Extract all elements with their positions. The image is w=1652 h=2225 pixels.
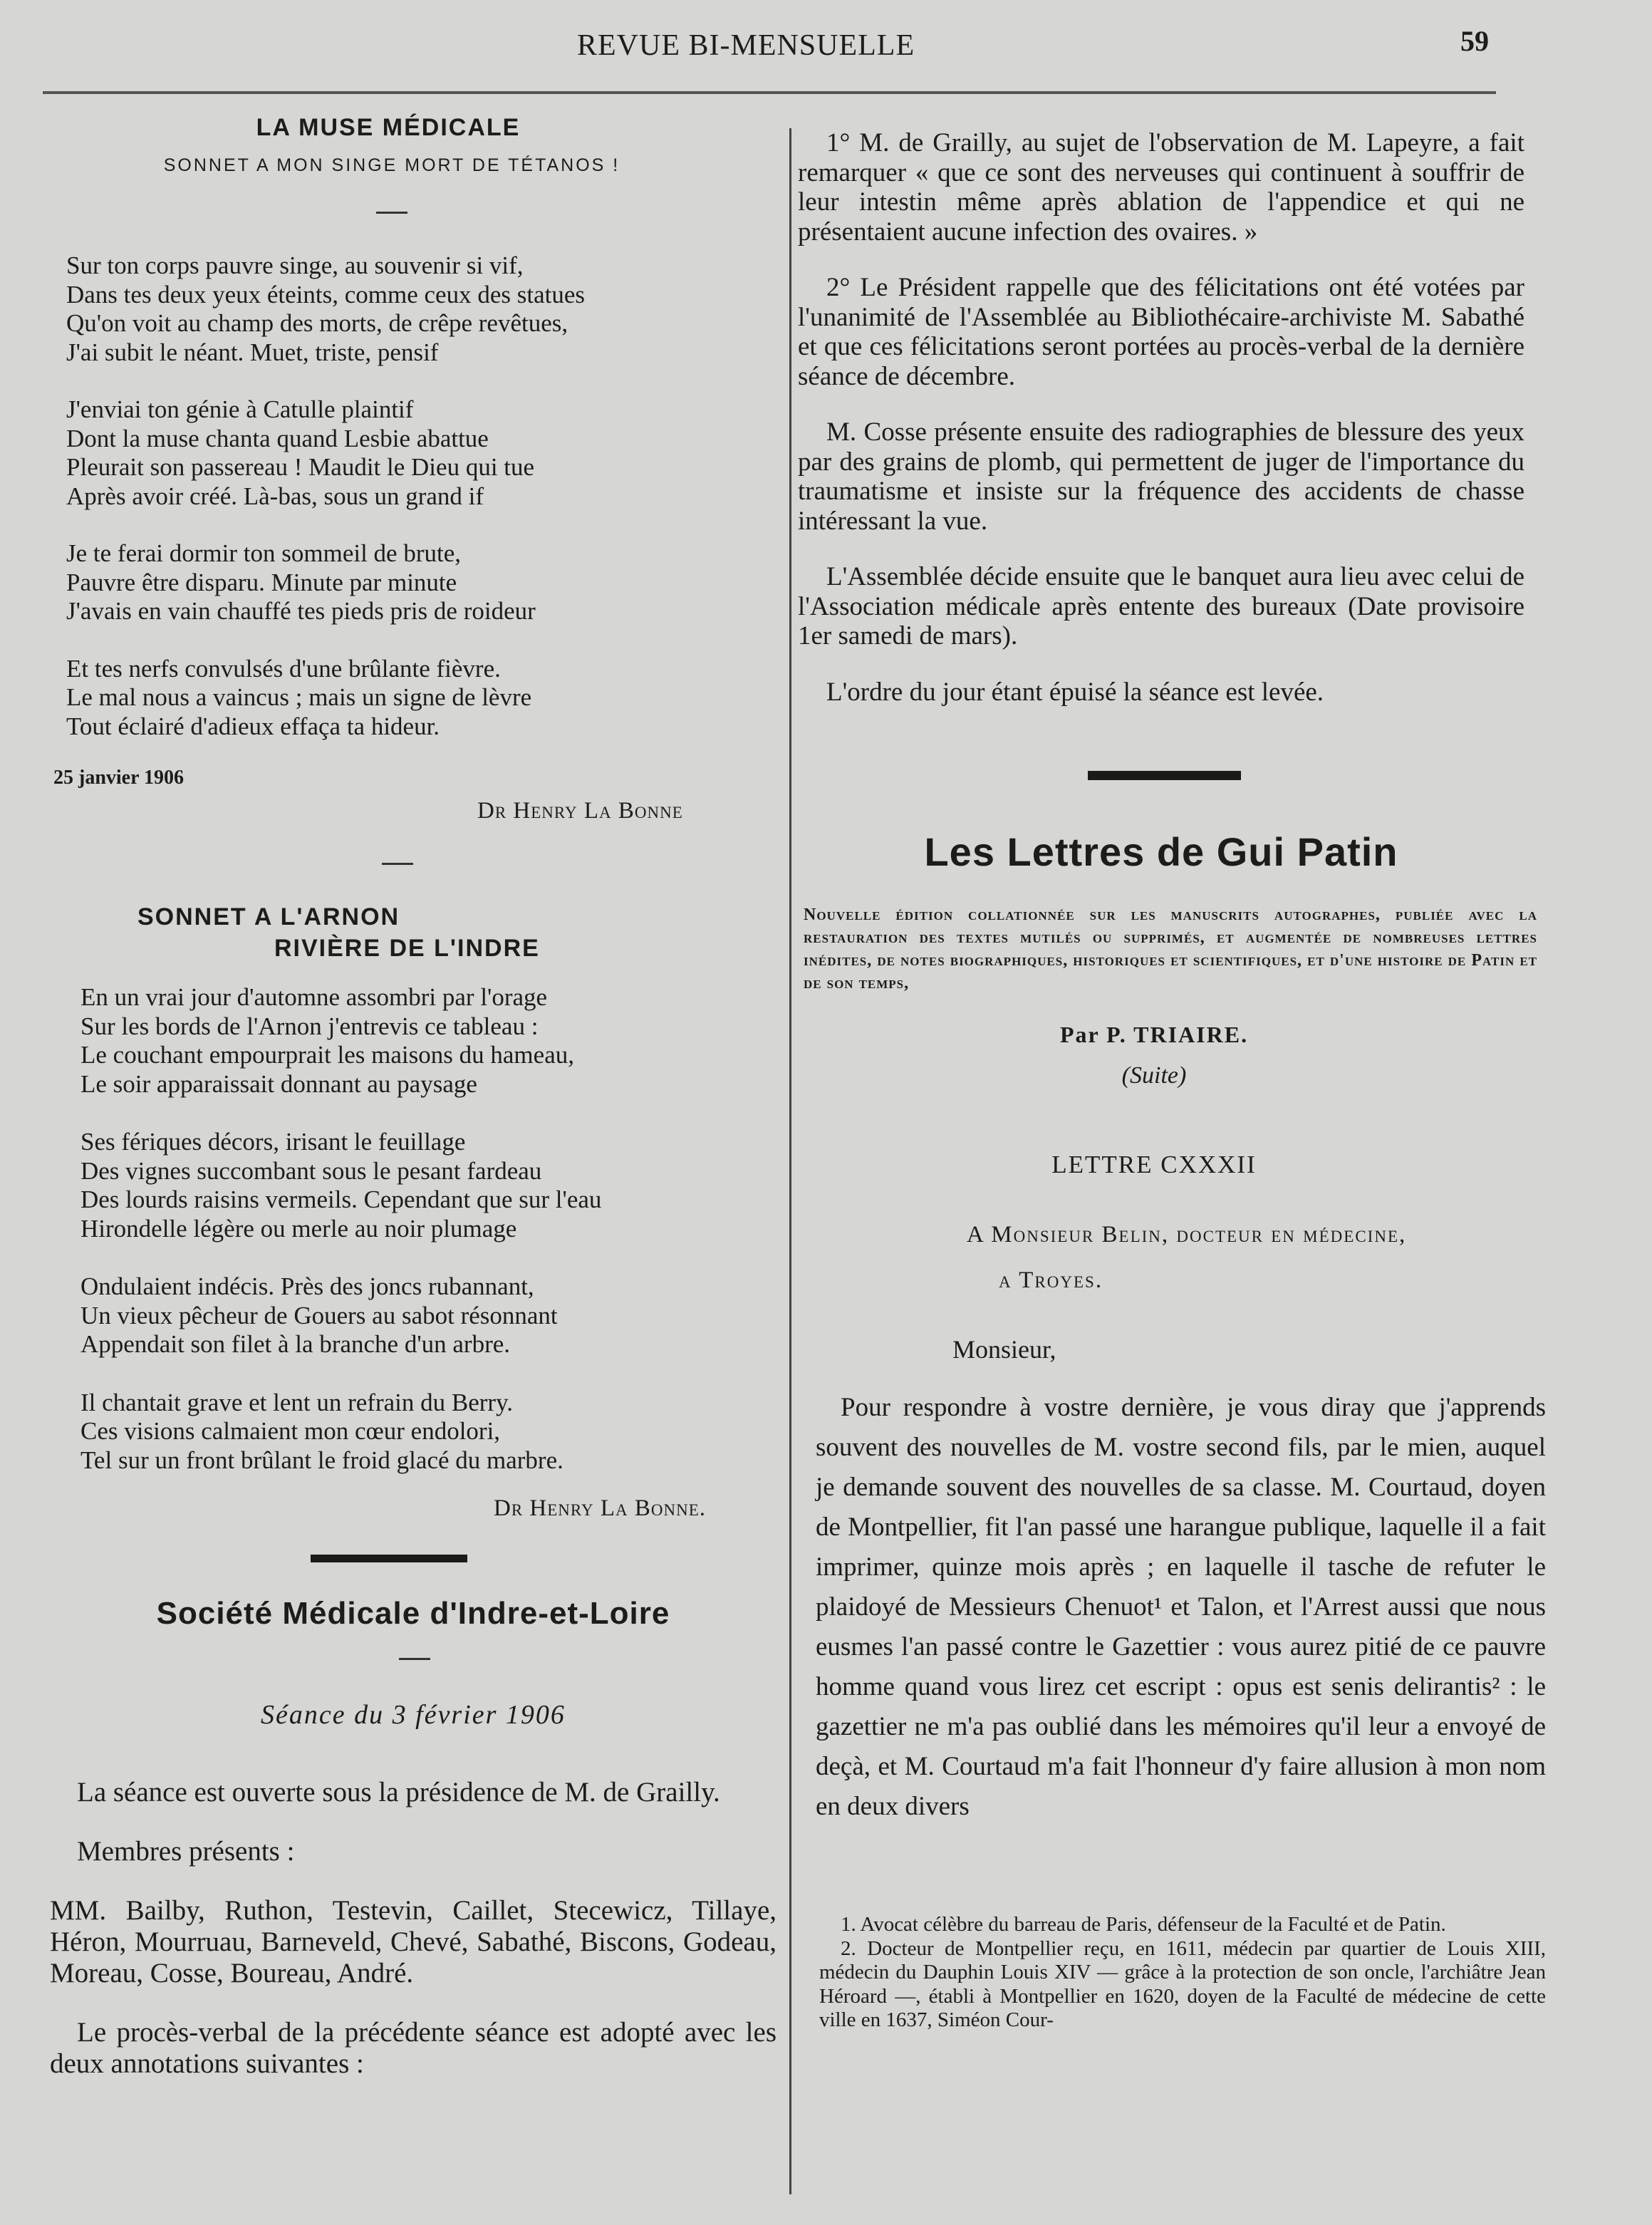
poem-line: Des vignes succombant sous le pesant fardeau — [80, 1156, 542, 1185]
letter-body — [816, 1388, 1546, 1827]
paragraph: L'Assemblée décide ensuite que le banquet aura lieu avec celui de l'Association médicale après entente des bureaux (Date provisoire 1er samedi de mars). — [798, 562, 1524, 650]
poem-line: J'enviai ton génie à Catulle plaintif — [66, 395, 414, 423]
page-number: 59 — [1460, 25, 1489, 57]
poem-line: Un vieux pêcheur de Gouers au sabot résonnant — [80, 1301, 558, 1329]
poem-line: Le soir apparaissait donnant au paysage — [80, 1069, 477, 1098]
patin-title: Les Lettres de Gui Patin — [924, 829, 1398, 874]
poem-spacer — [80, 1359, 786, 1389]
societe-text — [50, 1749, 776, 2107]
societe-title: Société Médicale d'Indre-et-Loire — [156, 1596, 670, 1631]
poem-line: Appendait son filet à la branche d'un arbre. — [80, 1330, 511, 1358]
poem-spacer — [80, 1243, 786, 1272]
footnotes — [819, 1913, 1546, 2033]
arnon-title-line2: RIVIÈRE DE L'INDRE — [274, 935, 540, 962]
section-rule — [311, 1555, 467, 1562]
poem-line: Ses fériques décors, irisant le feuillage — [80, 1128, 466, 1156]
poem-line: Le mal nous a vaincus ; mais un signe de lèvre — [66, 683, 532, 711]
column-divider — [789, 128, 791, 2194]
paragraph: Membres présents : — [77, 1836, 295, 1867]
poem-line: Pauvre être disparu. Minute par minute — [66, 568, 457, 596]
paragraph: M. Cosse présente ensuite des radiographies de blessure des yeux par des grains de plomb, qui permettent de juger de l'importance du traumatisme et insiste sur la fréquence des accidents de chasse intéressant la vue. — [798, 417, 1524, 536]
seance-date: Séance du 3 février 1906 — [261, 1700, 566, 1730]
poem-date: 25 janvier 1906 — [53, 767, 185, 789]
footnote: 2. Docteur de Montpellier reçu, en 1611, médecin par quartier de Louis XIII, médecin du Dauphin Louis XIV — grâce à la protection de son oncle, l'archiâtre Jean Héroard —, établi à Montpellier en 1620, doyen de la Faculté de médecine de cette ville en 1637, Siméon Cour- — [819, 1936, 1546, 2031]
poem-spacer — [66, 626, 779, 655]
separator-dash — [382, 863, 413, 865]
paragraph: 2° Le Président rappelle que des félicitations ont été votées par l'unanimité de l'Assemblée au Bibliothécaire-archiviste M. Sabathé et que ces félicitations seront portées au procès-verbal de la dernière séance de décembre. — [798, 273, 1524, 391]
muse-title: LA MUSE MÉDICALE — [256, 114, 521, 141]
poem-line: Je te ferai dormir ton sommeil de brute, — [66, 539, 462, 567]
poem-line: Dont la muse chanta quand Lesbie abattue — [66, 424, 489, 452]
poem-line: Ces visions calmaient mon cœur endolori, — [80, 1417, 501, 1445]
section-rule — [1088, 771, 1241, 780]
poem-signature: Dr Henry La Bonne — [477, 798, 683, 824]
muse-subtitle: SONNET A MON SINGE MORT DE TÉTANOS ! — [163, 155, 620, 175]
separator-dash — [399, 1658, 430, 1660]
letter-salutation: Monsieur, — [952, 1335, 1056, 1364]
poem-line: Dans tes deux yeux éteints, comme ceux des statues — [66, 280, 585, 308]
letter-addressee: A Monsieur Belin, docteur en médecine, — [967, 1222, 1407, 1248]
poem-spacer — [66, 511, 779, 539]
paragraph: Le procès-verbal de la précédente séance est adopté avec les deux annotations suivantes : — [50, 2017, 776, 2079]
paragraph: La séance est ouverte sous la présidence de M. de Grailly. — [77, 1777, 720, 1808]
poem-line: Tout éclairé d'adieux effaça ta hideur. — [66, 712, 440, 740]
poem-line: Sur les bords de l'Arnon j'entrevis ce tableau : — [80, 1012, 539, 1040]
poem-line: Pleurait son passereau ! Maudit le Dieu qui tue — [66, 453, 535, 481]
poem-line: Tel sur un front brûlant le froid glacé du marbre. — [80, 1446, 563, 1474]
poem-line: J'ai subit le néant. Muet, triste, pensif — [66, 338, 439, 366]
minutes-text — [798, 102, 1524, 733]
header-rule — [43, 91, 1496, 94]
arnon-poem — [80, 983, 786, 1475]
poem-spacer — [66, 367, 779, 395]
patin-description: Nouvelle édition collationnée sur les manuscrits autographes, publiée avec la restauration des textes mutilés ou supprimés, et augmentée de nombreuses lettres inédites, de notes biographiques, historiques et scientifiques, et d'une histoire de Patin et de son temps, — [804, 906, 1537, 992]
separator-dash — [376, 212, 407, 214]
poem-spacer — [80, 1099, 786, 1128]
muse-poem — [66, 251, 779, 741]
members-list: MM. Bailby, Ruthon, Testevin, Caillet, Stecewicz, Tillaye, Héron, Mourruau, Barneveld, Chevé, Sabathé, Biscons, Godeau, Moreau, Cosse, Boureau, André. — [50, 1895, 776, 1988]
poem-line: Des lourds raisins vermeils. Cependant que sur l'eau — [80, 1186, 602, 1213]
poem-line: Après avoir créé. Là-bas, sous un grand if — [66, 482, 484, 510]
arnon-title-line1: SONNET A L'ARNON — [137, 903, 400, 930]
letter-number: LETTRE CXXXII — [1051, 1151, 1257, 1178]
paragraph: 1° M. de Grailly, au sujet de l'observation de M. Lapeyre, a fait remarquer « que ce sont des nerveuses qui continuent à souffrir de leur intestin même après ablation de l'appendice et qui ne présentaient aucune infection des ovaires. » — [798, 128, 1524, 247]
poem-line: Hirondelle légère ou merle au noir plumage — [80, 1214, 517, 1243]
poem-line: Il chantait grave et lent un refrain du Berry. — [80, 1388, 514, 1416]
patin-author: Par P. TRIAIRE. — [1059, 1022, 1249, 1047]
poem-line: Ondulaient indécis. Près des joncs rubannant, — [80, 1272, 534, 1300]
poem-line: Et tes nerfs convulsés d'une brûlante fièvre. — [66, 654, 501, 683]
patin-suite: (Suite) — [1121, 1062, 1187, 1089]
running-title: REVUE BI-MENSUELLE — [577, 29, 915, 62]
paragraph: L'ordre du jour étant épuisé la séance est levée. — [826, 677, 1324, 707]
poem-line: Sur ton corps pauvre singe, au souvenir si vif, — [66, 251, 524, 279]
poem-signature: Dr Henry La Bonne. — [494, 1495, 707, 1521]
poem-line: Le couchant empourprait les maisons du hameau, — [80, 1041, 574, 1069]
poem-line: Qu'on voit au champ des morts, de crêpe revêtues, — [66, 309, 568, 337]
letter-addressee: a Troyes. — [999, 1267, 1103, 1293]
paragraph: Pour respondre à vostre dernière, je vous diray que j'apprends souvent des nouvelles de M. vostre second fils, par le mien, auquel je demande souvent des nouvelles de sa classe. M. Courtaud, doyen de Montpellier, fit l'an passé une harangue publique, laquelle il a fait imprimer, quinze mois après ; en laquelle il tasche de refuter le plaidoyé de Messieurs Chenuot¹ et Talon, et l'Arrest aussi que nous eusmes l'an passé contre le Gazettier : vous aurez pitié de ce pauvre homme quand vous lirez cet escript : opus est senis delirantis² : le gazettier ne m'a pas oublié dans les mémoires qu'il leur a envoyé de deçà, et M. Courtaud m'a fait l'honneur d'y faire allusion à mon nom en deux divers — [816, 1393, 1546, 1821]
poem-line: En un vrai jour d'automne assombri par l'orage — [80, 983, 548, 1011]
footnote: 1. Avocat célèbre du barreau de Paris, défenseur de la Faculté et de Patin. — [841, 1913, 1446, 1936]
poem-line: J'avais en vain chauffé tes pieds pris de roideur — [66, 597, 536, 625]
